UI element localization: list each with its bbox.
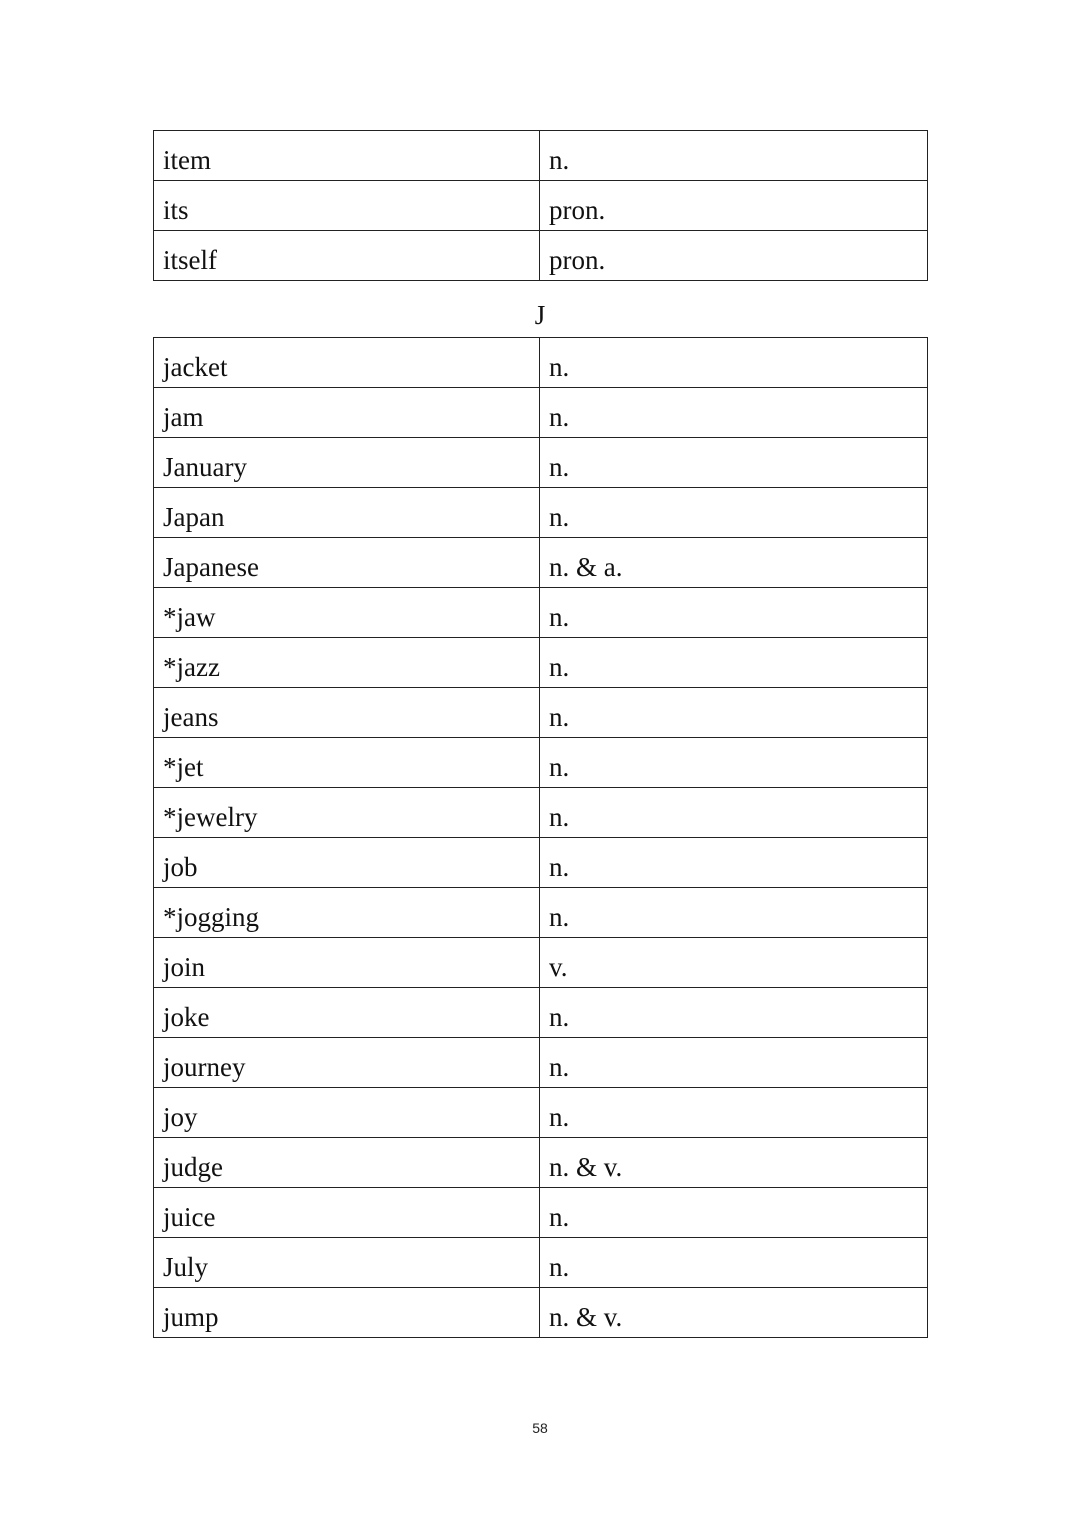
table-row bbox=[154, 181, 928, 231]
table-row bbox=[154, 1038, 928, 1088]
table-row bbox=[154, 488, 928, 538]
word-cell: join bbox=[154, 938, 540, 988]
table-row bbox=[154, 888, 928, 938]
word-cell: Japan bbox=[154, 488, 540, 538]
table-row bbox=[154, 788, 928, 838]
part-of-speech-cell: n. & a. bbox=[540, 538, 928, 588]
part-of-speech-cell: n. bbox=[540, 488, 928, 538]
word-cell: *jewelry bbox=[154, 788, 540, 838]
word-cell: its bbox=[154, 181, 540, 231]
part-of-speech-cell: n. bbox=[540, 738, 928, 788]
word-cell: joke bbox=[154, 988, 540, 1038]
word-cell: *jet bbox=[154, 738, 540, 788]
word-cell: judge bbox=[154, 1138, 540, 1188]
section-heading-j: J bbox=[534, 300, 546, 330]
word-cell: January bbox=[154, 438, 540, 488]
word-cell: item bbox=[154, 131, 540, 181]
table-row bbox=[154, 131, 928, 181]
table-row bbox=[154, 838, 928, 888]
word-cell: *jaw bbox=[154, 588, 540, 638]
word-cell: jam bbox=[154, 388, 540, 438]
word-cell: jeans bbox=[154, 688, 540, 738]
table-row bbox=[154, 1238, 928, 1288]
word-cell: itself bbox=[154, 231, 540, 281]
table-row bbox=[154, 1288, 928, 1338]
word-cell: July bbox=[154, 1238, 540, 1288]
part-of-speech-cell: n. & v. bbox=[540, 1138, 928, 1188]
table-row bbox=[154, 938, 928, 988]
table-row bbox=[154, 338, 928, 388]
table-row bbox=[154, 438, 928, 488]
word-cell: *jogging bbox=[154, 888, 540, 938]
vocab-table-j bbox=[153, 337, 928, 1338]
table-row bbox=[154, 1188, 928, 1238]
part-of-speech-cell: n. bbox=[540, 388, 928, 438]
part-of-speech-cell: n. & v. bbox=[540, 1288, 928, 1338]
word-cell: Japanese bbox=[154, 538, 540, 588]
part-of-speech-cell: n. bbox=[540, 838, 928, 888]
part-of-speech-cell: n. bbox=[540, 888, 928, 938]
table-row bbox=[154, 738, 928, 788]
word-cell: jump bbox=[154, 1288, 540, 1338]
word-cell: jacket bbox=[154, 338, 540, 388]
table-row bbox=[154, 1138, 928, 1188]
part-of-speech-cell: n. bbox=[540, 1238, 928, 1288]
table-row bbox=[154, 538, 928, 588]
part-of-speech-cell: n. bbox=[540, 438, 928, 488]
word-cell: juice bbox=[154, 1188, 540, 1238]
part-of-speech-cell: n. bbox=[540, 788, 928, 838]
part-of-speech-cell: pron. bbox=[540, 231, 928, 281]
table-row bbox=[154, 988, 928, 1038]
part-of-speech-cell: n. bbox=[540, 1038, 928, 1088]
part-of-speech-cell: n. bbox=[540, 988, 928, 1038]
part-of-speech-cell: pron. bbox=[540, 181, 928, 231]
part-of-speech-cell: n. bbox=[540, 338, 928, 388]
word-cell: journey bbox=[154, 1038, 540, 1088]
table-row bbox=[154, 231, 928, 281]
word-cell: joy bbox=[154, 1088, 540, 1138]
table-row bbox=[154, 638, 928, 688]
part-of-speech-cell: n. bbox=[540, 131, 928, 181]
word-cell: job bbox=[154, 838, 540, 888]
page-number: 58 bbox=[532, 1420, 548, 1436]
table-row bbox=[154, 588, 928, 638]
table-row bbox=[154, 1088, 928, 1138]
vocab-table-i bbox=[153, 130, 928, 281]
part-of-speech-cell: v. bbox=[540, 938, 928, 988]
part-of-speech-cell: n. bbox=[540, 1188, 928, 1238]
table-row bbox=[154, 688, 928, 738]
part-of-speech-cell: n. bbox=[540, 688, 928, 738]
table-row bbox=[154, 388, 928, 438]
part-of-speech-cell: n. bbox=[540, 588, 928, 638]
part-of-speech-cell: n. bbox=[540, 638, 928, 688]
part-of-speech-cell: n. bbox=[540, 1088, 928, 1138]
word-cell: *jazz bbox=[154, 638, 540, 688]
